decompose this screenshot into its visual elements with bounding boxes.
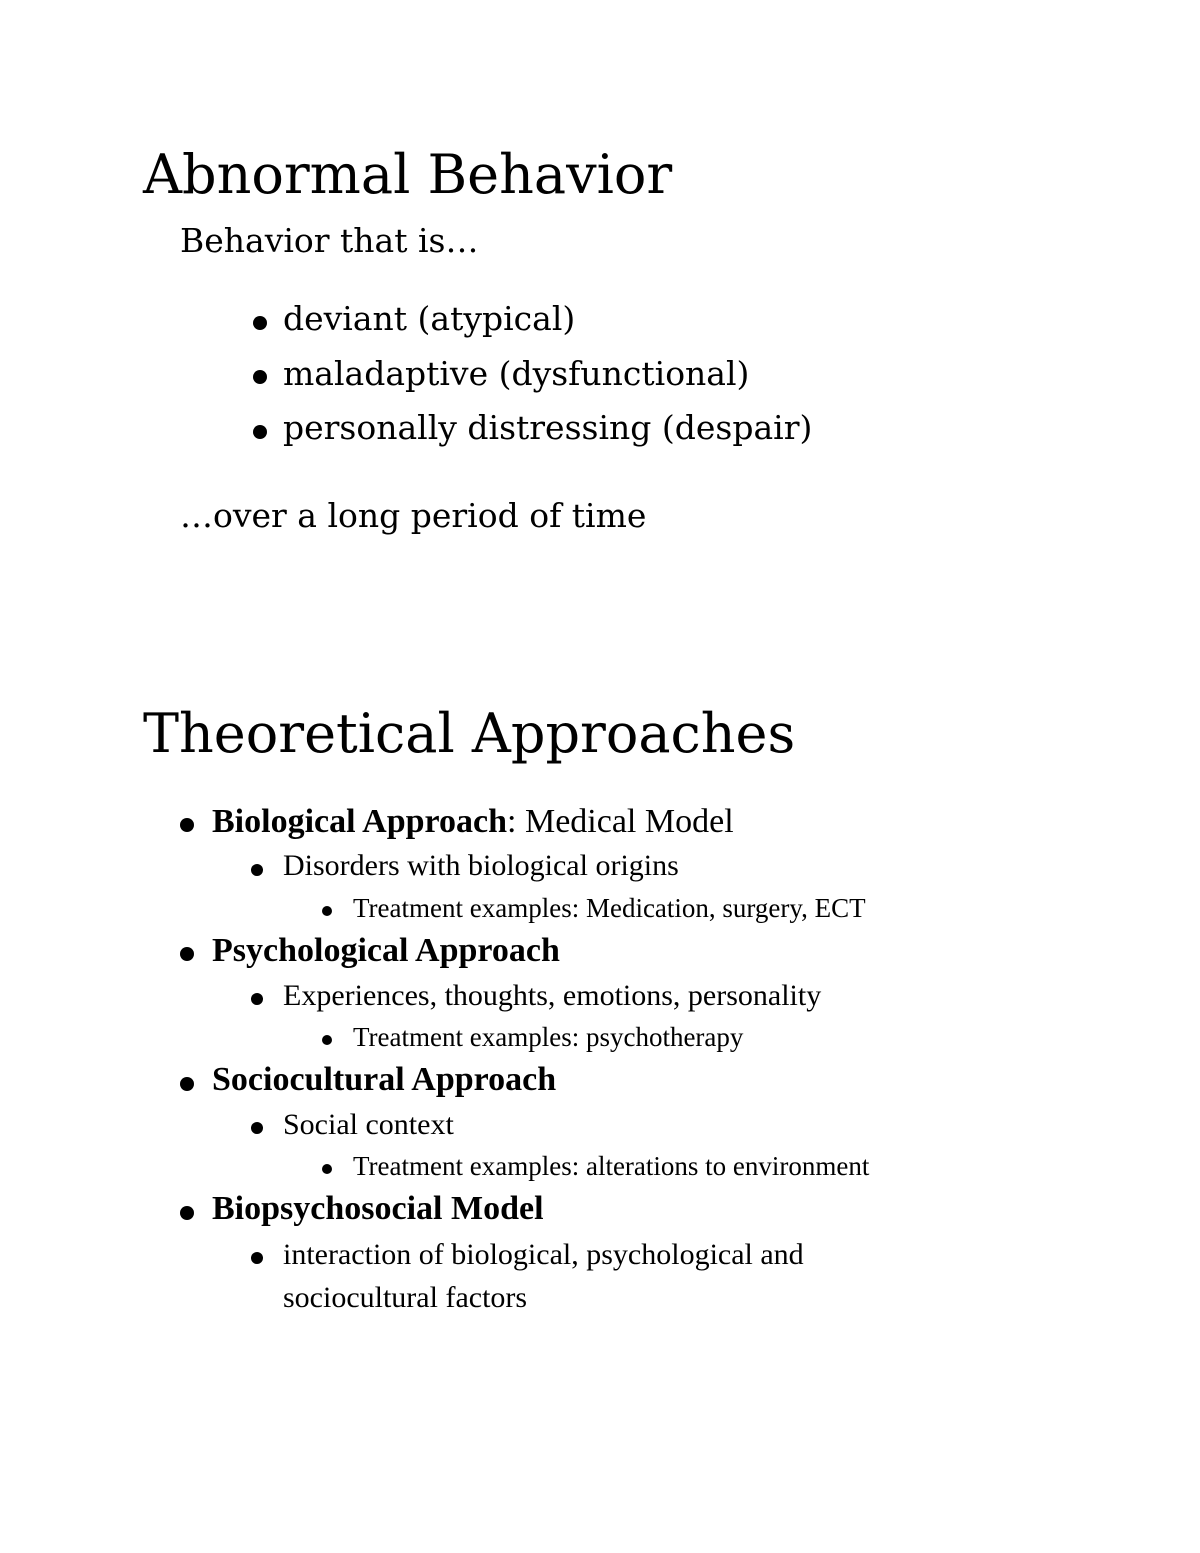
bullet-icon	[253, 370, 267, 384]
approach-detail: Disorders with biological origins	[283, 849, 679, 882]
outro-text: …over a long period of time	[180, 496, 647, 535]
list-item-maladaptive: maladaptive (dysfunctional)	[283, 354, 750, 393]
bullet-icon	[253, 425, 267, 439]
approach-treatment: Treatment examples: alterations to environment	[353, 1151, 870, 1181]
approach-biological	[212, 805, 734, 839]
approach-suffix: : Medical Model	[507, 803, 734, 840]
bullet-icon	[322, 906, 332, 916]
approach-biopsychosocial	[212, 1192, 544, 1226]
approach-name: Biopsychosocial Model	[212, 1190, 544, 1227]
approach-treatment: Treatment examples: Medication, surgery, ECT	[353, 893, 866, 923]
approach-detail-continued: sociocultural factors	[283, 1281, 528, 1314]
bullet-icon	[180, 1077, 194, 1091]
bullet-icon	[322, 1035, 332, 1045]
list-item-distressing: personally distressing (despair)	[283, 408, 813, 447]
intro-text: Behavior that is…	[180, 221, 479, 260]
bullet-icon	[322, 1164, 332, 1174]
heading-abnormal-behavior: Abnormal Behavior	[143, 143, 673, 206]
approach-sociocultural	[212, 1063, 556, 1097]
approach-treatment: Treatment examples: psychotherapy	[353, 1022, 744, 1052]
bullet-icon	[180, 1206, 194, 1220]
bullet-icon	[251, 864, 263, 876]
bullet-icon	[251, 1252, 263, 1264]
approach-detail: Social context	[283, 1108, 454, 1141]
approach-name: Biological Approach	[212, 803, 508, 840]
bullet-icon	[253, 316, 267, 330]
bullet-icon	[180, 818, 194, 832]
approach-detail: Experiences, thoughts, emotions, personality	[283, 979, 822, 1012]
heading-theoretical-approaches: Theoretical Approaches	[143, 702, 796, 765]
bullet-icon	[180, 947, 194, 961]
approach-psychological	[212, 934, 560, 968]
approach-detail: interaction of biological, psychological and	[283, 1238, 804, 1271]
list-item-deviant: deviant (atypical)	[283, 299, 576, 338]
approach-name: Sociocultural Approach	[212, 1061, 557, 1098]
bullet-icon	[251, 993, 263, 1005]
bullet-icon	[251, 1122, 263, 1134]
approach-name: Psychological Approach	[212, 932, 560, 969]
